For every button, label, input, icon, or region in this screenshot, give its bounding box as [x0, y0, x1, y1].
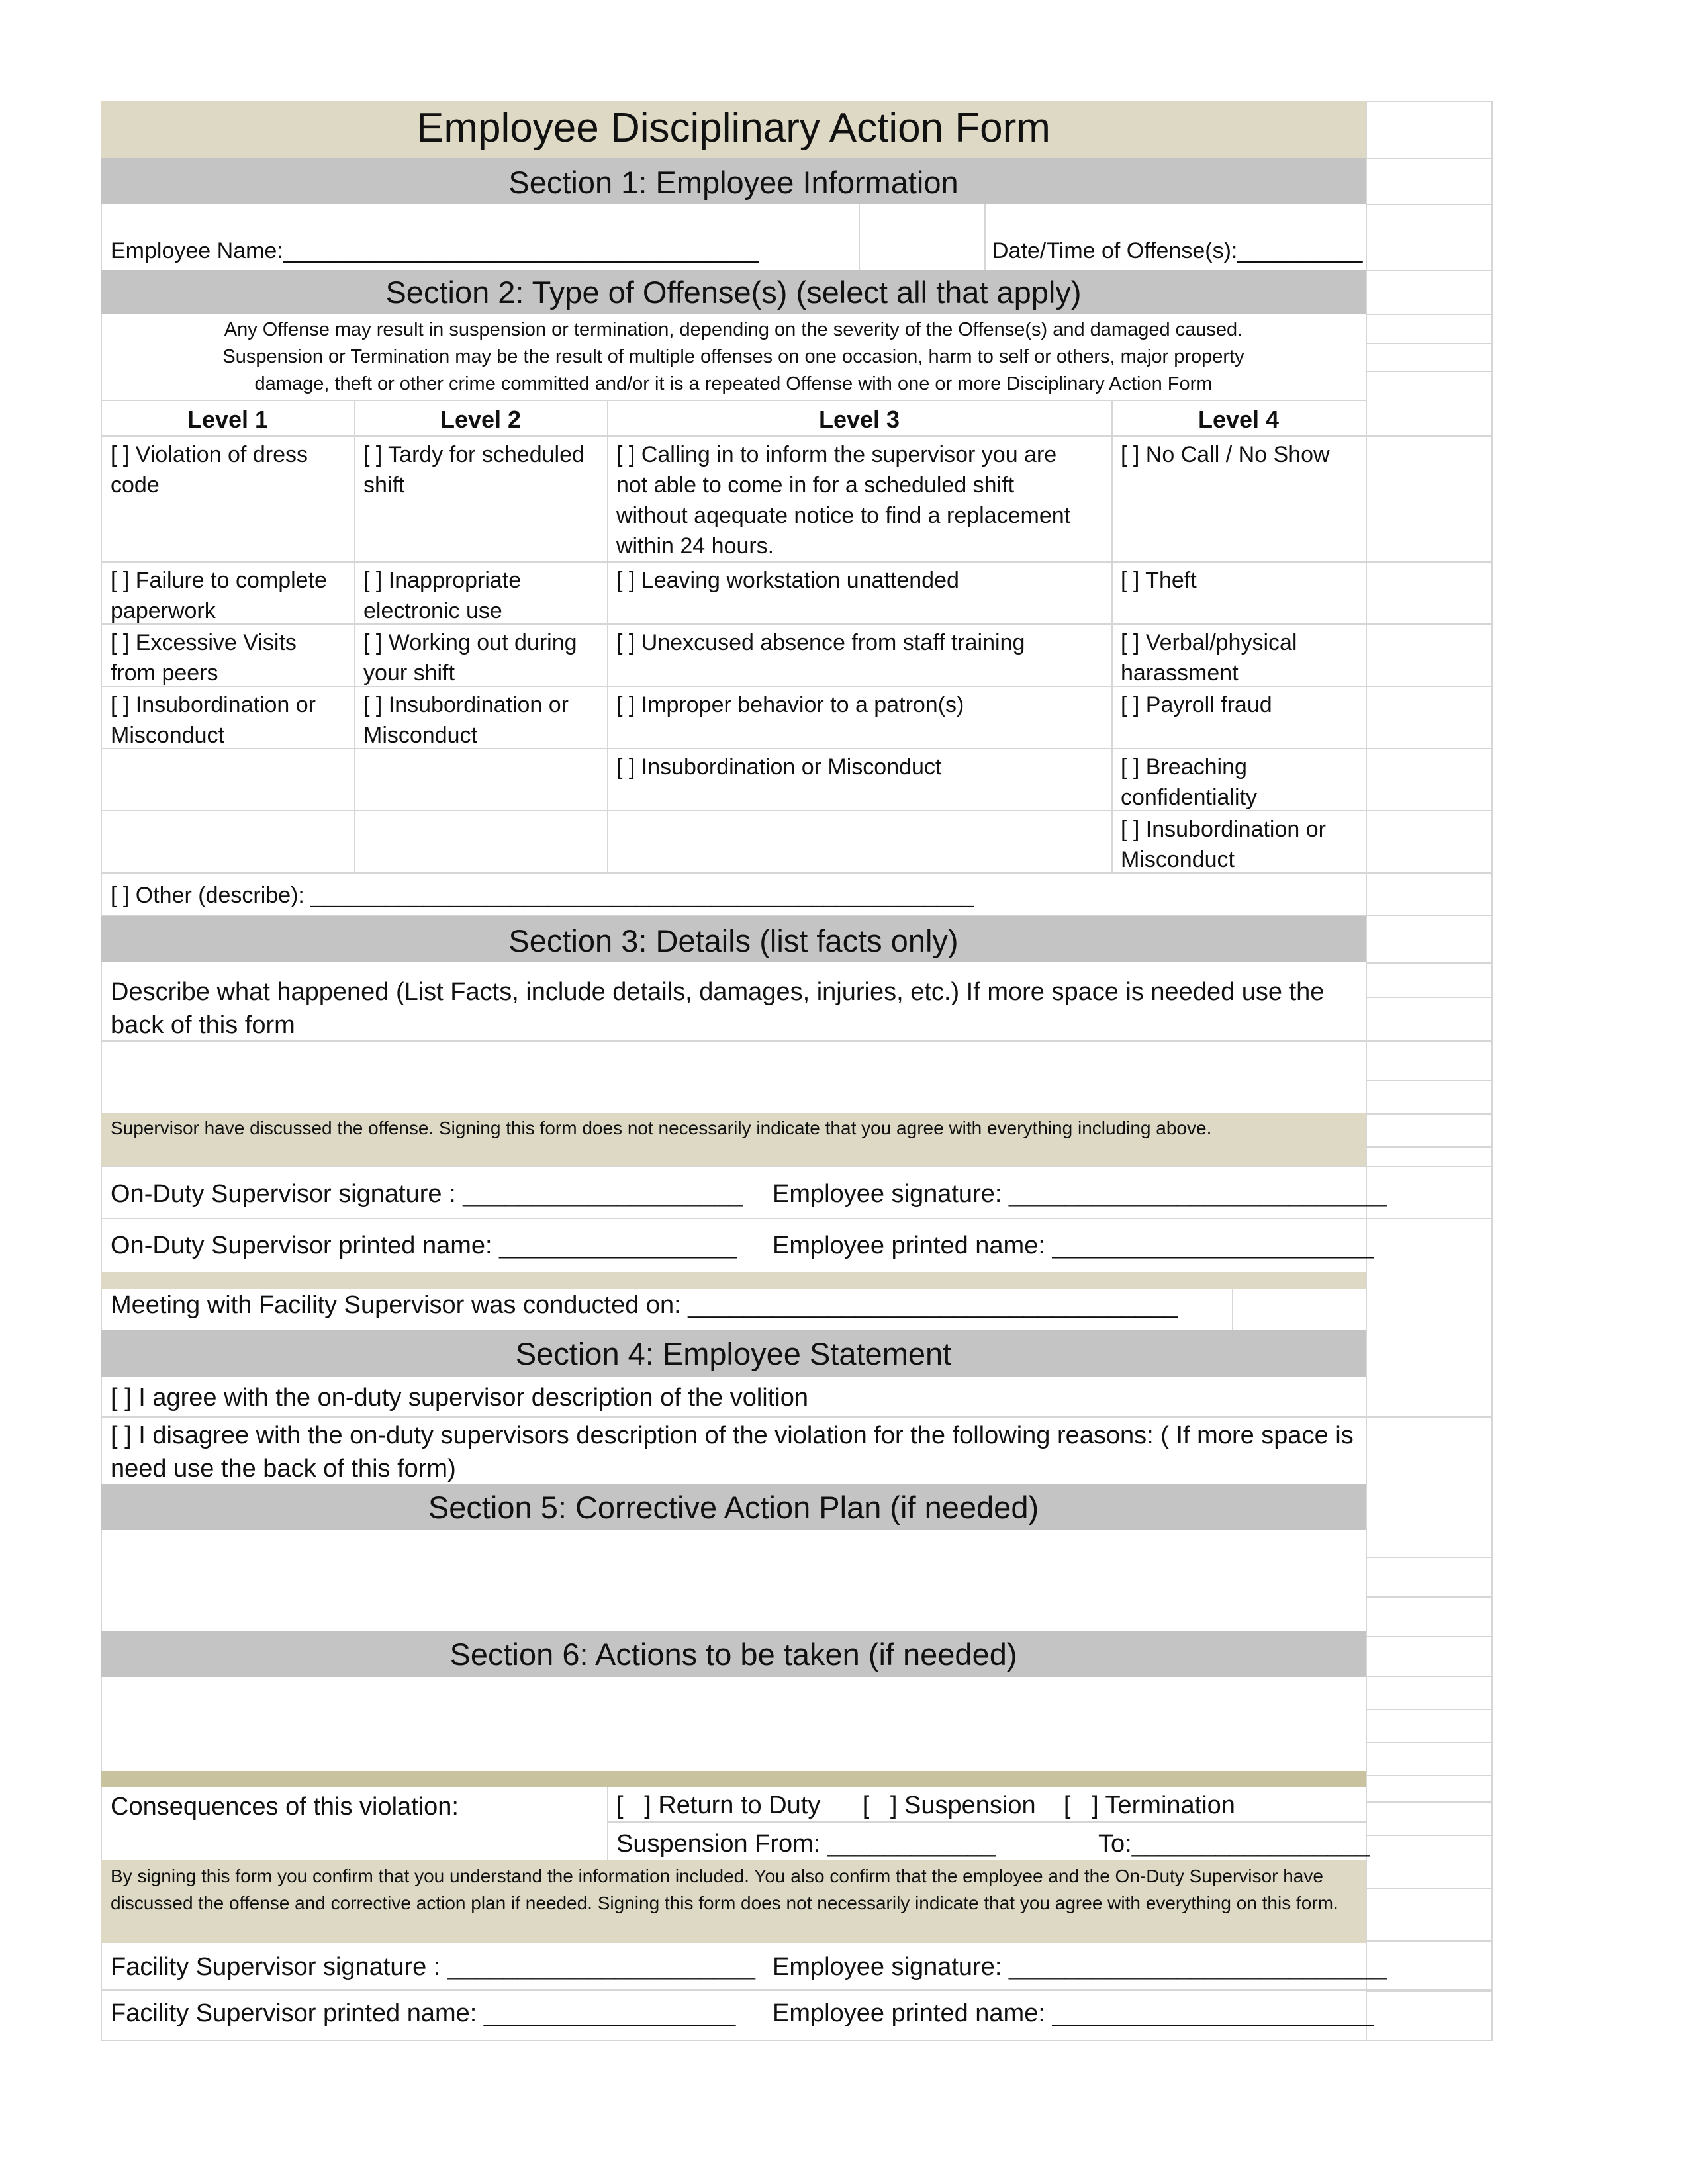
offense-checkbox-l1-r2[interactable]: [ ] Failure to complete paperwork	[111, 568, 327, 623]
grid-s6-c	[101, 1989, 1493, 1991]
grid-side-10	[1366, 1080, 1493, 1081]
grid-side-14	[1366, 1596, 1493, 1598]
offense-checkbox-l4-r6[interactable]: [ ] Insubordination or Misconduct	[1121, 817, 1326, 872]
offense-checkbox-l3-r2[interactable]: [ ] Leaving workstation unattended	[616, 568, 959, 593]
meeting-date-field[interactable]: Meeting with Facility Supervisor was conducted on: ___________________________________	[111, 1291, 1178, 1319]
offense-checkbox-l3-r3[interactable]: [ ] Unexcused absence from staff training	[616, 630, 1025, 655]
grid-side-3	[1366, 270, 1493, 271]
grid-side-19	[1366, 1775, 1493, 1776]
section5-heading: Section 5: Corrective Action Plan (if needed)	[428, 1490, 1039, 1525]
date-time-field[interactable]: Date/Time of Offense(s):__________	[992, 238, 1363, 263]
form-sheet	[101, 101, 1493, 2041]
grid-t-h3	[101, 561, 1493, 563]
grid-t-h1	[101, 400, 1366, 401]
grid-side-18	[1366, 1742, 1493, 1743]
grid-bottom	[101, 2040, 1493, 2041]
employee-printed-name-field-2[interactable]: Employee printed name: _______________________	[773, 1999, 1374, 2027]
beige-divider-2	[101, 1771, 1366, 1787]
notice-line-1: Any Offense may result in suspension or termination, depending on the severity of the Offense(s) and damaged caused.	[224, 319, 1243, 340]
notice-line-3: damage, theft or other crime committed and/or it is a repeated Offense with one or more Disciplinary Action Form	[254, 373, 1213, 394]
disagree-checkbox[interactable]: [ ] I disagree with the on-duty supervisors description of the violation for the following reasons: ( If more space is need use the back of this form)	[111, 1422, 1354, 1482]
section2-heading: Section 2: Type of Offense(s) (select all that apply)	[385, 275, 1082, 310]
beige-divider-1	[101, 1272, 1366, 1289]
offense-checkbox-l3-r4[interactable]: [ ] Improper behavior to a patron(s)	[616, 692, 964, 717]
actions-input-area[interactable]	[103, 1678, 1366, 1771]
employee-signature-field-2[interactable]: Employee signature: ___________________________	[773, 1953, 1387, 1981]
grid-right-inner	[1366, 101, 1367, 2041]
consequences-label: Consequences of this violation:	[111, 1793, 459, 1821]
grid-s3-d	[1232, 1289, 1233, 1330]
section3-heading: Section 3: Details (list facts only)	[508, 923, 959, 958]
onduty-supervisor-printed-name-field[interactable]: On-Duty Supervisor printed name: _________________	[111, 1232, 737, 1259]
grid-s4-a	[101, 1416, 1493, 1418]
offense-checkbox-l1-r1[interactable]: [ ] Violation of dress code	[111, 442, 308, 498]
grid-side-8	[1366, 997, 1493, 998]
offense-checkbox-l2-r4[interactable]: [ ] Insubordination or Misconduct	[363, 692, 569, 748]
grid-side-16	[1366, 1676, 1493, 1677]
grid-s3-b	[101, 1166, 1493, 1167]
facility-supervisor-printed-name-field[interactable]: Facility Supervisor printed name: __________________	[111, 1999, 736, 2027]
offense-checkbox-l1-r3[interactable]: [ ] Excessive Visits from peers	[111, 630, 297, 686]
onduty-supervisor-signature-field[interactable]: On-Duty Supervisor signature : ____________________	[111, 1180, 743, 1208]
facility-supervisor-signature-field[interactable]: Facility Supervisor signature : ______________________	[111, 1953, 755, 1981]
employee-printed-name-field[interactable]: Employee printed name: _______________________	[773, 1232, 1374, 1259]
other-offense-field[interactable]: [ ] Other (describe): _____________________________________________________	[111, 883, 974, 908]
grid-side-15	[1366, 1636, 1493, 1637]
grid-side-4	[1366, 314, 1493, 315]
grid-side-2	[1366, 204, 1493, 205]
consequence-options[interactable]: [ ] Return to Duty [ ] Suspension [ ] Termination	[616, 1792, 1235, 1819]
level-3-header: Level 3	[818, 406, 900, 433]
grid-t-v3	[1111, 400, 1113, 872]
grid-side-7	[1366, 962, 1493, 964]
section1-heading: Section 1: Employee Information	[508, 165, 959, 200]
grid-s3-c	[101, 1218, 1493, 1219]
offense-checkbox-l2-r1[interactable]: [ ] Tardy for scheduled shift	[363, 442, 585, 498]
details-input-area[interactable]	[103, 1042, 1366, 1112]
offense-checkbox-l2-r3[interactable]: [ ] Working out during your shift	[363, 630, 577, 686]
section4-heading: Section 4: Employee Statement	[515, 1336, 952, 1371]
grid-side-5	[1366, 343, 1493, 344]
grid-side-21	[1366, 1835, 1493, 1836]
suspension-to-field[interactable]: To:_________________	[1098, 1830, 1370, 1858]
grid-side-11	[1366, 1113, 1493, 1115]
grid-side-9	[1366, 1040, 1493, 1042]
offense-checkbox-l4-r3[interactable]: [ ] Verbal/physical harassment	[1121, 630, 1297, 686]
corrective-plan-input-area[interactable]	[103, 1531, 1366, 1629]
notice-line-2: Suspension or Termination may be the result of multiple offenses on one occasion, harm to self or others, major property	[222, 346, 1244, 367]
agree-checkbox[interactable]: [ ] I agree with the on-duty supervisor description of the volition	[111, 1384, 808, 1412]
offense-checkbox-l4-r4[interactable]: [ ] Payroll fraud	[1121, 692, 1272, 717]
grid-right-outer	[1491, 101, 1493, 2041]
offense-checkbox-l4-r1[interactable]: [ ] No Call / No Show	[1121, 442, 1330, 467]
grid-s6-b	[607, 1821, 1366, 1823]
grid-t-v1	[354, 400, 355, 872]
grid-side-17	[1366, 1709, 1493, 1710]
employee-name-field[interactable]: Employee Name:______________________________________	[111, 238, 759, 263]
grid-t-h2	[101, 435, 1493, 437]
grid-side-20	[1366, 1801, 1493, 1803]
grid-side-24	[1366, 1991, 1493, 1992]
grid-t-v2	[607, 400, 608, 872]
level-1-header: Level 1	[187, 406, 269, 433]
offense-checkbox-l1-r4[interactable]: [ ] Insubordination or Misconduct	[111, 692, 316, 748]
offense-checkbox-l4-r2[interactable]: [ ] Theft	[1121, 568, 1197, 593]
grid-s6-a	[607, 1787, 608, 1860]
level-4-header: Level 4	[1197, 406, 1280, 433]
employee-signature-field[interactable]: Employee signature: ___________________________	[773, 1180, 1387, 1208]
offense-checkbox-l2-r2[interactable]: [ ] Inappropriate electronic use	[363, 568, 522, 623]
level-2-header: Level 2	[440, 406, 522, 433]
grid-s1-b	[984, 204, 986, 270]
form-title: Employee Disciplinary Action Form	[416, 105, 1051, 151]
offense-checkbox-l3-r5[interactable]: [ ] Insubordination or Misconduct	[616, 754, 942, 780]
grid-side-23	[1366, 1940, 1493, 1942]
grid-side-6	[1366, 371, 1493, 372]
grid-s1-a	[859, 204, 860, 270]
offense-checkbox-l4-r5[interactable]: [ ] Breaching confidentiality	[1121, 754, 1258, 810]
grid-side-1	[1366, 158, 1493, 159]
describe-prompt: Describe what happened (List Facts, include details, damages, injuries, etc.) If more space is needed use the back of this form	[111, 978, 1325, 1039]
suspension-from-field[interactable]: Suspension From: ____________	[616, 1830, 996, 1858]
grid-side-22	[1366, 1888, 1493, 1889]
offense-checkbox-l3-r1[interactable]: [ ] Calling in to inform the supervisor you are not able to come in for a scheduled shift without aqequate notice to find a replacement within 24 hours.	[616, 442, 1071, 559]
grid-side-12	[1366, 1146, 1493, 1148]
section6-notice: By signing this form you confirm that you understand the information included. You also confirm that the employee and the On-Duty Supervisor have discussed the offense and corrective action plan if needed. Signing this form does not necessarily indicate that you agree with everything on this form.	[111, 1866, 1338, 1913]
section6-heading: Section 6: Actions to be taken (if needed)	[449, 1637, 1017, 1672]
section3-notice: Supervisor have discussed the offense. Signing this form does not necessarily indicate that you agree with everything including above.	[111, 1118, 1212, 1138]
grid-side-13	[1366, 1557, 1493, 1558]
